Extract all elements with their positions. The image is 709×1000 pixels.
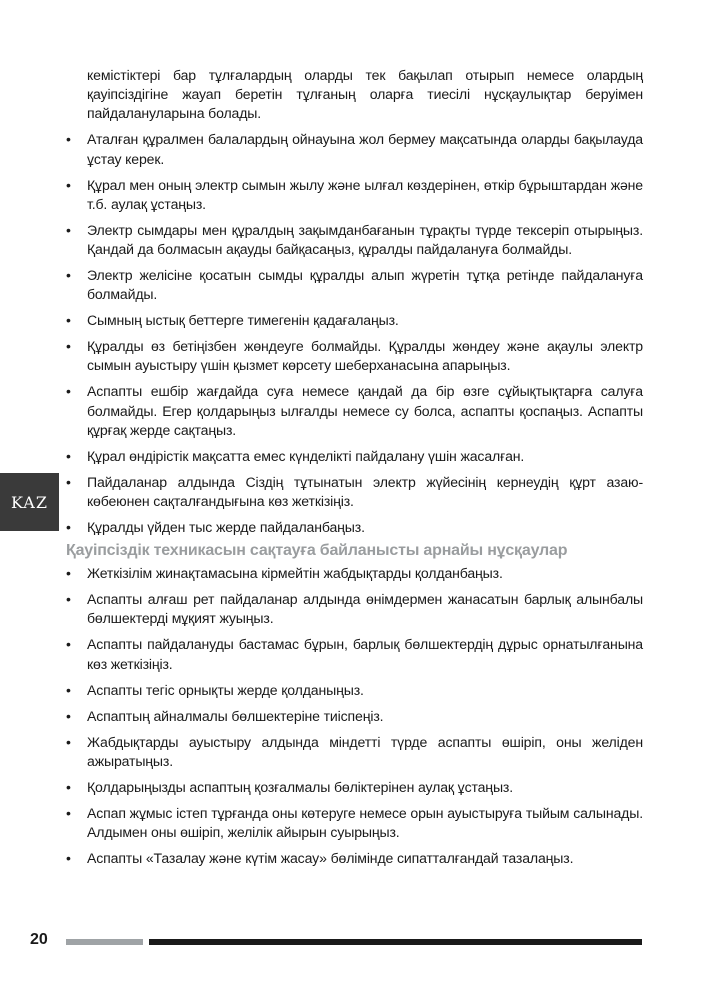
list-item — [66, 311, 643, 330]
list-item — [66, 804, 643, 842]
bullet-icon: • — [66, 636, 71, 653]
list-item-text: Сымның ыстық беттерге тимегенін қадағалаңыз. — [87, 312, 399, 329]
section-heading: Қауіпсіздік техникасын сақтауға байланысты арнайы нұсқаулар — [66, 542, 568, 560]
bullet-icon: • — [66, 131, 71, 148]
list-item — [66, 707, 643, 726]
special-instructions-list — [66, 564, 643, 868]
list-item-text: Қолдарыңызды аспаптың қозғалмалы бөліктерінен аулақ ұстаңыз. — [87, 778, 513, 795]
bullet-icon: • — [66, 850, 71, 867]
bullet-icon: • — [66, 312, 71, 329]
bullet-icon: • — [66, 733, 71, 750]
bullet-icon: • — [66, 519, 71, 536]
list-item-text: Электр сымдары мен құралдың зақымданбағанын тұрақты түрде тексеріп отырыңыз. Қандай да болмасын ақауды байқасаңыз, құралды пайдалануға болмайды. — [87, 221, 643, 258]
bullet-icon: • — [66, 447, 71, 464]
list-item — [66, 382, 643, 440]
footer-rule-black — [149, 939, 642, 945]
page-content — [66, 66, 643, 868]
bullet-icon: • — [66, 591, 71, 608]
bullet-icon: • — [66, 804, 71, 821]
language-tab: KAZ — [0, 473, 59, 531]
list-item-text: Жеткізілім жинақтамасына кірмейтін жабдықтарды қолданбаңыз. — [87, 565, 503, 582]
page-number: 20 — [30, 931, 48, 948]
list-item-text: Аталған құралмен балалардың ойнауына жол бермеу мақсатында оларды бақылауда ұстау керек. — [87, 131, 643, 167]
list-item-text: Аспаптың айналмалы бөлшектеріне тиіспеңіз. — [87, 707, 384, 724]
intro-paragraph: кемістіктері бар тұлғалардың оларды тек бақылап отырып немесе олардың қауіпсіздігіне жауап беретін тұлғаның оларға тиесілі нұсқаулықтар беруімен пайдалануларына болады. — [87, 67, 643, 122]
bullet-icon: • — [66, 681, 71, 698]
list-item — [66, 473, 643, 511]
safety-list — [66, 130, 643, 537]
bullet-icon: • — [66, 221, 71, 238]
list-item-text: Аспапты ешбір жағдайда суға немесе қандай да бір өзге сұйықтықтарға салуға болмайды. Егер қолдарыңыз ылғалды немесе су болса, аспапты қоспаңыз. Аспапты құрғақ жерде сақтаңыз. — [87, 383, 643, 438]
list-item-text: Жабдықтарды ауыстыру алдында міндетті түрде аспапты өшіріп, оны желіден ажыратыңыз. — [87, 733, 643, 769]
bullet-icon: • — [66, 778, 71, 795]
list-item-text: Құрал мен оның электр сымын жылу және ылғал көздерінен, өткір бұрыштардан және т.б. аулақ ұстаңыз. — [87, 176, 643, 212]
bullet-icon: • — [66, 473, 71, 490]
bullet-icon: • — [66, 176, 71, 193]
list-item — [66, 681, 643, 700]
bullet-icon: • — [66, 565, 71, 582]
list-item — [66, 564, 643, 583]
bullet-icon: • — [66, 338, 71, 355]
footer-rule-gray — [66, 939, 143, 945]
bullet-icon: • — [66, 383, 71, 400]
list-item — [66, 733, 643, 771]
bullet-icon: • — [66, 707, 71, 724]
list-item-text: Аспап жұмыс істеп тұрғанда оны көтеруге немесе орын ауыстыруға тыйым салынады. Алдымен оны өшіріп, желілік айырын суырыңыз. — [87, 804, 643, 841]
list-item — [66, 130, 643, 168]
list-item — [66, 518, 643, 537]
list-item — [66, 176, 643, 214]
list-item-text: Құрал өндірістік мақсатта емес күнделікті пайдалану үшін жасалған. — [87, 447, 525, 464]
list-item — [66, 849, 643, 868]
list-item-text: Құралды өз бетіңізбен жөндеуге болмайды. Құралды жөндеу және ақаулы электр сымын ауыстыру үшін қызмет көрсету шеберханасына апарыңыз. — [87, 338, 643, 374]
list-item-text: Құралды үйден тыс жерде пайдаланбаңыз. — [87, 519, 365, 536]
list-item — [66, 266, 643, 304]
list-item-text: Пайдаланар алдында Сіздің тұтынатын электр жүйесінің кернеудің құрт азаю-көбеюнен сақталғандығына көз жеткізіңіз. — [87, 473, 643, 510]
list-item-text: Аспапты пайдалануды бастамас бұрын, барлық бөлшектердің дұрыс орнатылғанына көз жеткізіңіз. — [87, 636, 643, 672]
list-item — [66, 778, 643, 797]
list-item — [66, 590, 643, 628]
list-item — [66, 447, 643, 466]
list-item — [66, 337, 643, 375]
list-item-text: Аспапты «Тазалау және күтім жасау» бөлімінде сипатталғандай тазалаңыз. — [87, 850, 574, 867]
list-item-text: Аспапты алғаш рет пайдаланар алдында өнімдермен жанасатын барлық алынбалы бөлшектерді мұқият жуыңыз. — [87, 591, 643, 627]
list-item — [66, 635, 643, 673]
bullet-icon: • — [66, 267, 71, 284]
list-item — [66, 221, 643, 259]
list-item-text: Электр желісіне қосатын сымды құралды алып жүретін тұтқа ретінде пайдалануға болмайды. — [87, 267, 643, 303]
list-item-text: Аспапты тегіс орнықты жерде қолданыңыз. — [87, 681, 364, 698]
